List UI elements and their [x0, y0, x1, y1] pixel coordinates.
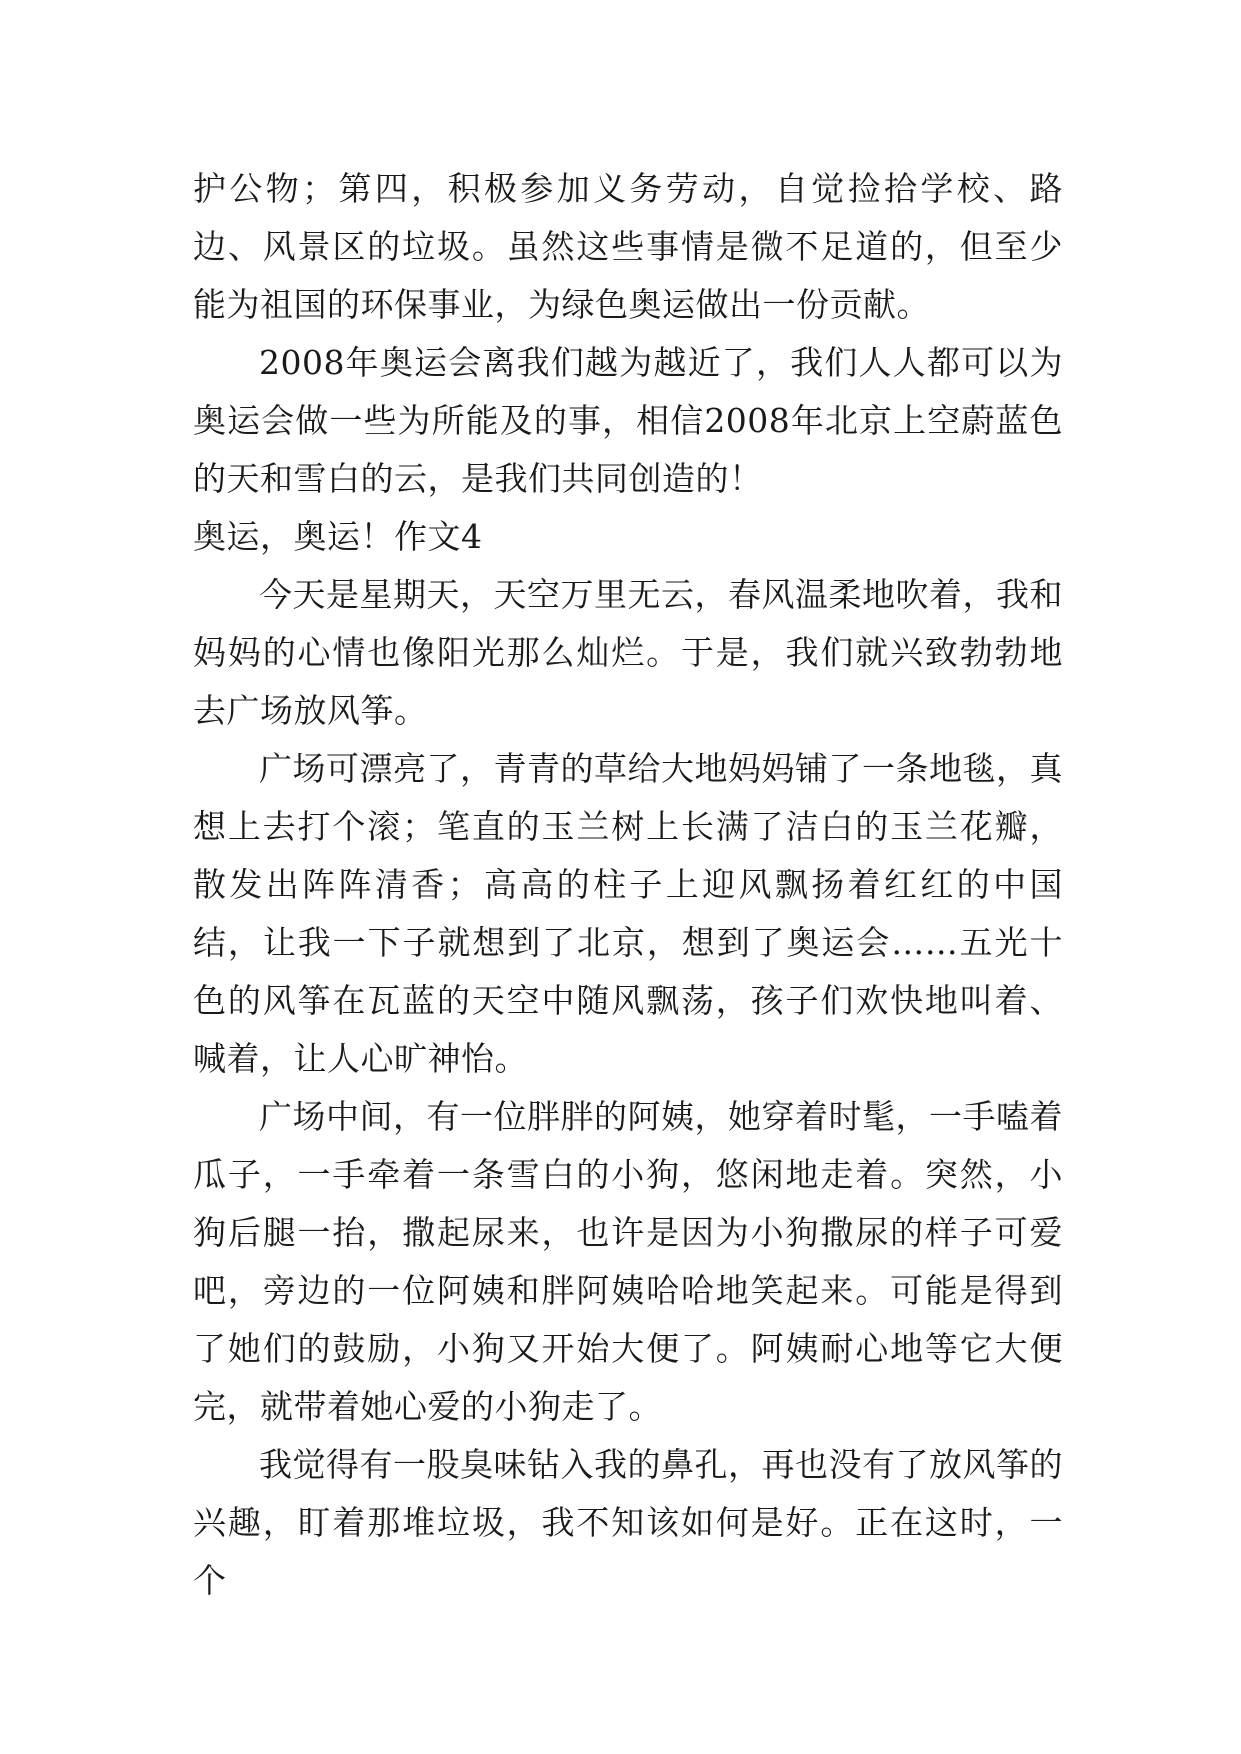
paragraph-smell: 我觉得有一股臭味钻入我的鼻孔，再也没有了放风筝的兴趣，盯着那堆垃圾，我不知该如何是好。正在这时，一个	[193, 1445, 1063, 1600]
paragraph-olympics-2008: 2008年奥运会离我们越为越近了，我们人人都可以为奥运会做一些为所能及的事，相信2008年北京上空蔚蓝色的天和雪白的云，是我们共同创造的！	[193, 343, 1063, 498]
paragraph-sunday: 今天是星期天，天空万里无云，春风温柔地吹着，我和妈妈的心情也像阳光那么灿烂。于是，我们就兴致勃勃地去广场放风筝。	[193, 575, 1063, 730]
paragraph-continued: 护公物；第四，积极参加义务劳动，自觉捡拾学校、路边、风景区的垃圾。虽然这些事情是微不足道的，但至少能为祖国的环保事业，为绿色奥运做出一份贡献。	[193, 169, 1063, 324]
document-body	[193, 160, 1063, 1610]
paragraph-aunt-dog: 广场中间，有一位胖胖的阿姨，她穿着时髦，一手嗑着瓜子，一手牵着一条雪白的小狗，悠闲地走着。突然，小狗后腿一抬，撒起尿来，也许是因为小狗撒尿的样子可爱吧，旁边的一位阿姨和胖阿姨哈哈地笑起来。可能是得到了她们的鼓励，小狗又开始大便了。阿姨耐心地等它大便完，就带着她心爱的小狗走了。	[193, 1097, 1063, 1426]
section-title: 奥运，奥运！作文4	[193, 517, 483, 556]
paragraph-square: 广场可漂亮了，青青的草给大地妈妈铺了一条地毯，真想上去打个滚；笔直的玉兰树上长满了洁白的玉兰花瓣，散发出阵阵清香；高高的柱子上迎风飘扬着红红的中国结，让我一下子就想到了北京，想到了奥运会……五光十色的风筝在瓦蓝的天空中随风飘荡，孩子们欢快地叫着、喊着，让人心旷神怡。	[193, 749, 1063, 1078]
